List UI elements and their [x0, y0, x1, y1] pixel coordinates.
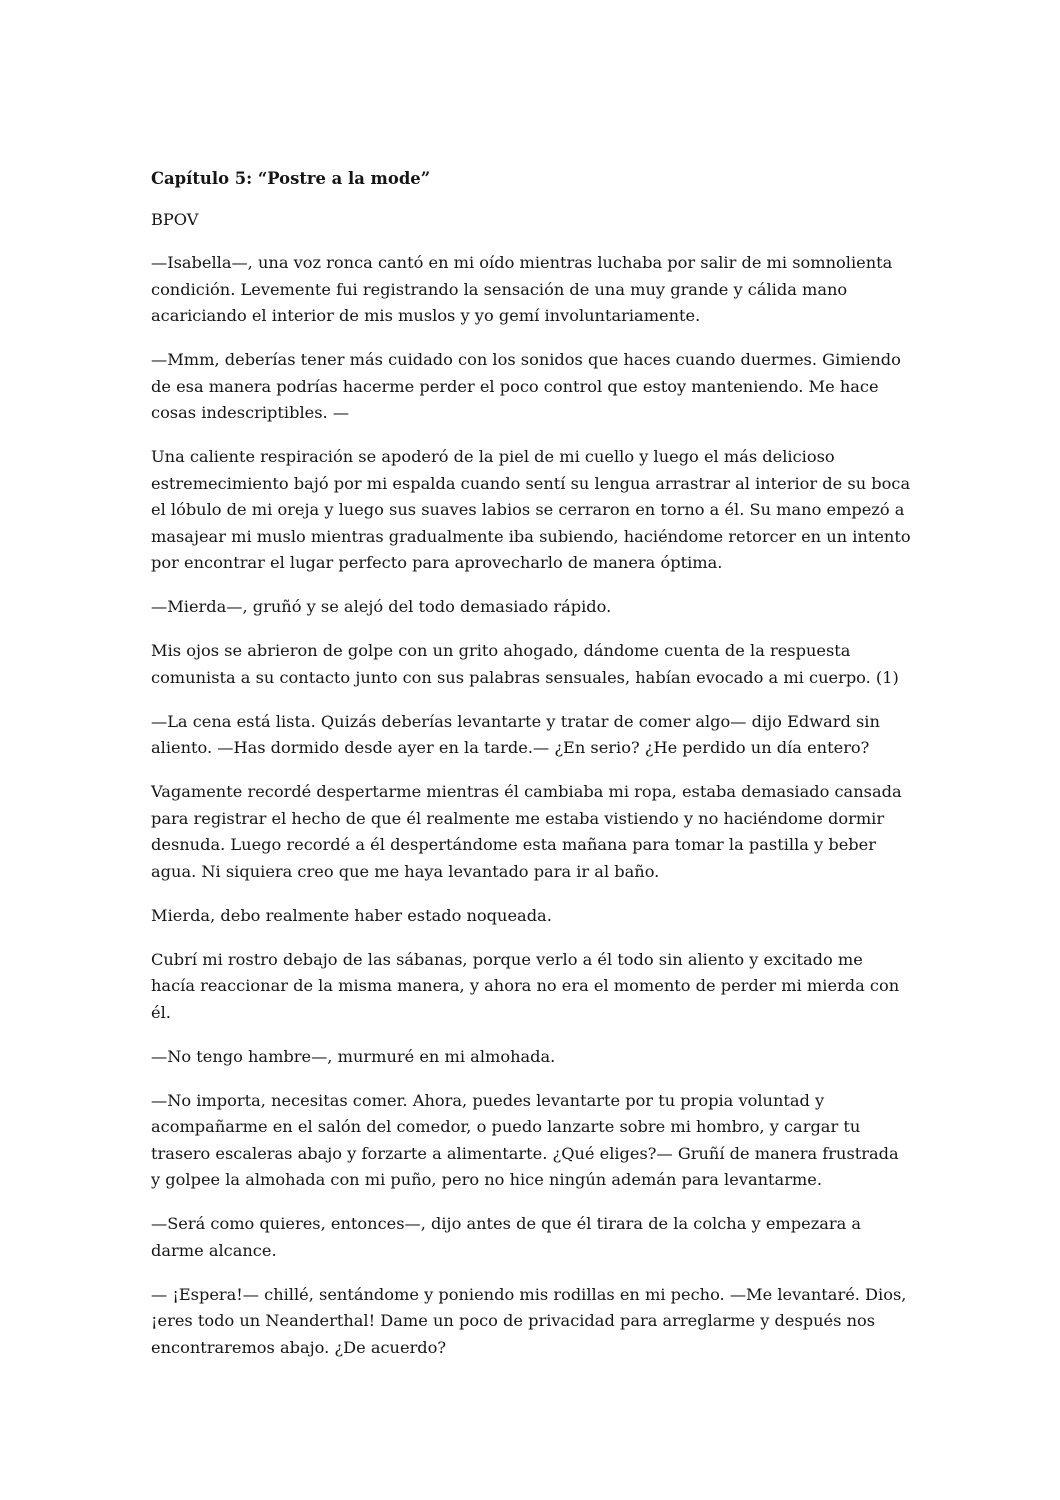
chapter-title: Capítulo 5: “Postre a la mode” — [151, 169, 431, 188]
paragraph: Cubrí mi rostro debajo de las sábanas, porque verlo a él todo sin aliento y excitado me hacía reaccionar de la misma manera, y ahora no era el momento de perder mi mierda con él. — [151, 949, 900, 1022]
paragraph: Vagamente recordé despertarme mientras él cambiaba mi ropa, estaba demasiado cansada para registrar el hecho de que él realmente me estaba vistiendo y no haciéndome dormir desnuda. Luego recordé a él despertándome esta mañana para tomar la pastilla y beber agua. Ni siquiera creo que me haya levantado para ir al baño. — [151, 782, 902, 881]
paragraph: —Será como quieres, entonces—, dijo antes de que él tirara de la colcha y empezara a darme alcance. — [151, 1214, 862, 1260]
paragraph: Una caliente respiración se apoderó de la piel de mi cuello y luego el más delicioso estremecimiento bajó por mi espalda cuando sentí su lengua arrastrar al interior de su boca el lóbulo de mi oreja y luego sus suaves labios se cerraron en torno a él. Su mano empezó a masajear mi muslo mientras gradualmente iba subiendo, haciéndome retorcer en un intento por encontrar el lugar perfecto para aprovecharlo de manera óptima. — [151, 447, 911, 572]
paragraph: —Mierda—, gruñó y se alejó del todo demasiado rápido. — [151, 597, 612, 616]
point-of-view-label: BPOV — [151, 209, 199, 229]
document-page — [151, 166, 911, 1361]
paragraph: —No tengo hambre—, murmuré en mi almohada. — [151, 1046, 556, 1066]
paragraph: Mis ojos se abrieron de golpe con un grito ahogado, dándome cuenta de la respuesta comunista a su contacto junto con sus palabras sensuales, habían evocado a mi cuerpo. (1) — [151, 641, 899, 687]
paragraph: —La cena está lista. Quizás deberías levantarte y tratar de comer algo— dijo Edward sin aliento. —Has dormido desde ayer en la tarde.— ¿En serio? ¿He perdido un día entero? — [151, 711, 880, 757]
paragraph: —Mmm, deberías tener más cuidado con los sonidos que haces cuando duermes. Gimiendo de esa manera podrías hacerme perder el poco control que estoy manteniendo. Me hace cosas indescriptibles. — — [151, 350, 901, 422]
paragraph: — ¡Espera!— chillé, sentándome y poniendo mis rodillas en mi pecho. —Me levantaré. Dios, ¡eres todo un Neanderthal! Dame un poco de privacidad para arreglarme y después nos encontraremos abajo. ¿De acuerdo? — [151, 1284, 907, 1357]
paragraph: —Isabella—, una voz ronca cantó en mi oído mientras luchaba por salir de mi somnolienta condición. Levemente fui registrando la sensación de una muy grande y cálida mano acariciando el interior de mis muslos y yo gemí involuntariamente. — [151, 253, 893, 325]
paragraph: —No importa, necesitas comer. Ahora, puedes levantarte por tu propia voluntad y acompañarme en el salón del comedor, o puedo lanzarte sobre mi hombro, y cargar tu trasero escaleras abajo y forzarte a alimentarte. ¿Qué eliges?— Gruñí de manera frustrada y golpee la almohada con mi puño, pero no hice ningún ademán para levantarme. — [151, 1090, 899, 1189]
paragraph: Mierda, debo realmente haber estado noqueada. — [151, 905, 552, 925]
